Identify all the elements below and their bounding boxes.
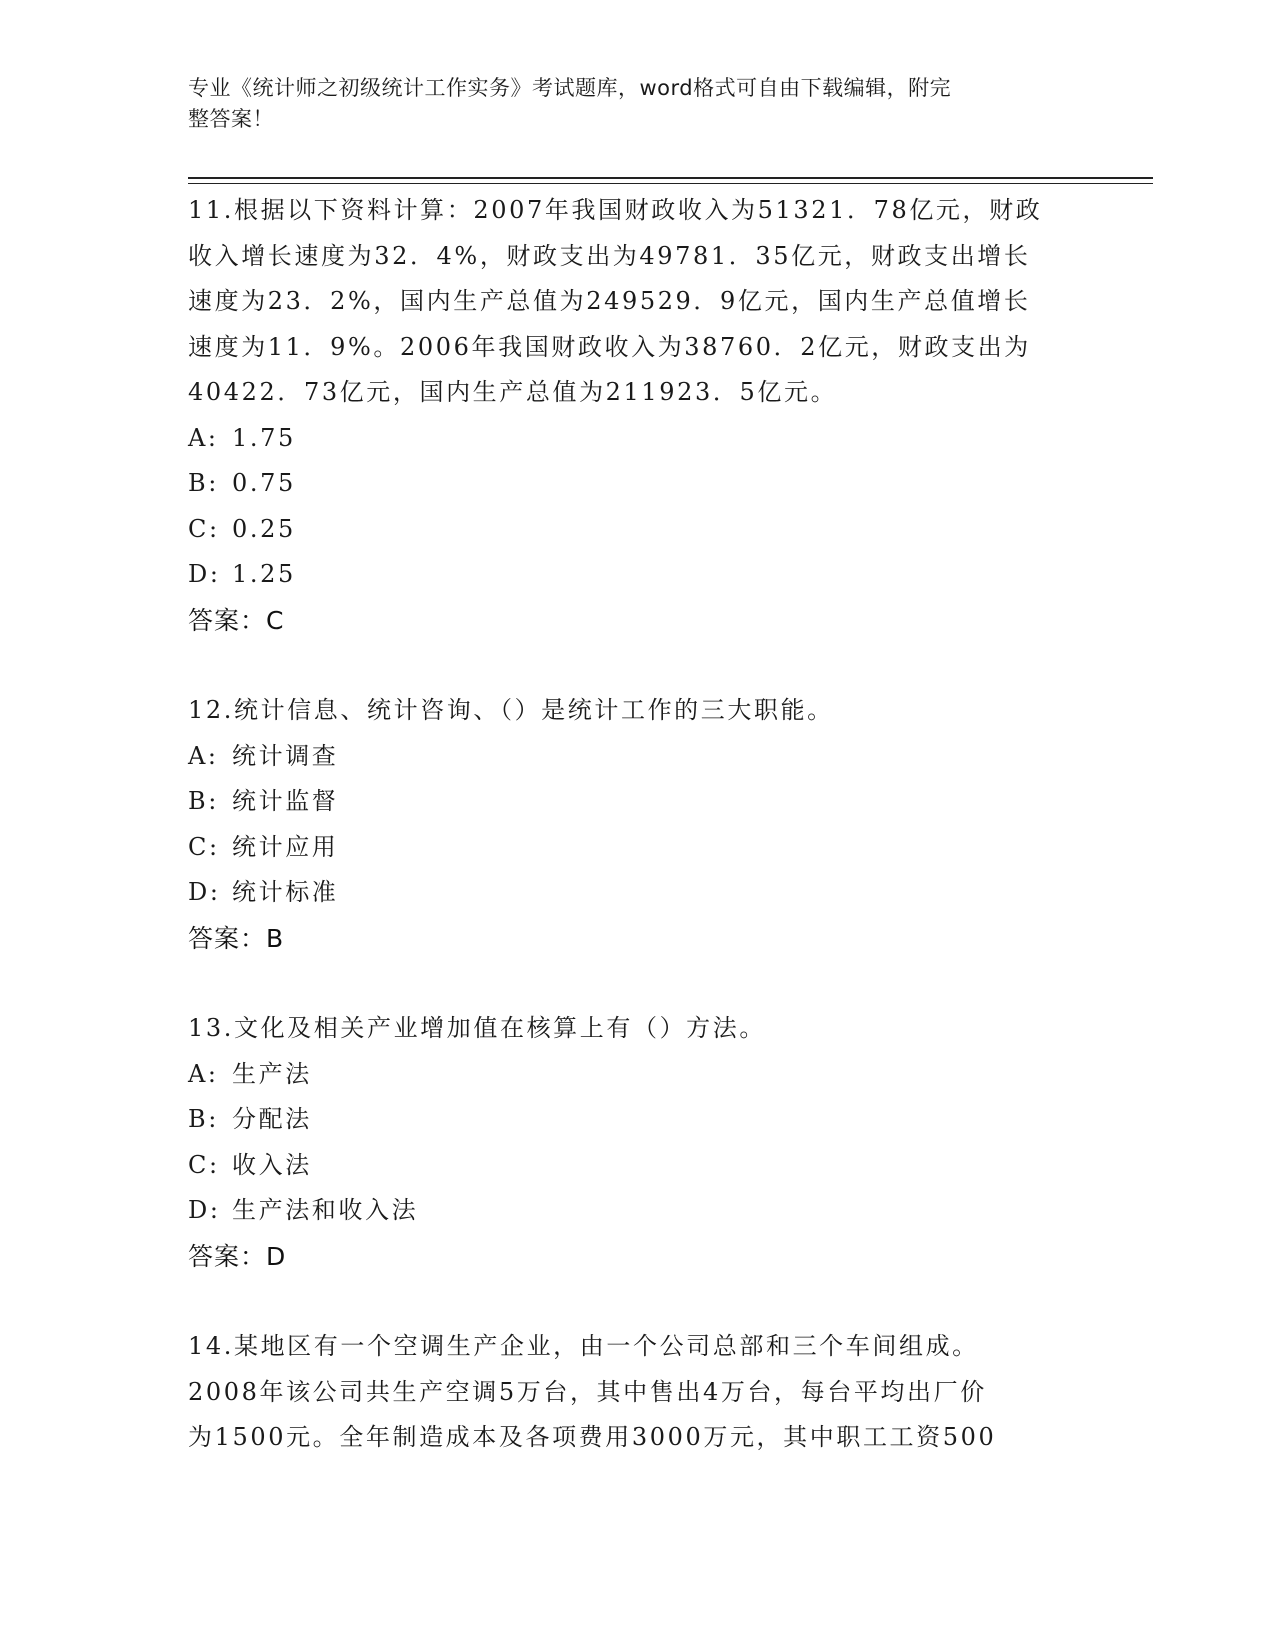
option-text: 统计监督 [232, 787, 339, 815]
option-text: 1.75 [232, 423, 296, 452]
stem-line: 收入增长速度为32．4%，财政支出为49781．35亿元，财政支出增长 [188, 241, 1031, 270]
document-header [188, 73, 1068, 135]
option-key: D: [188, 560, 221, 588]
option-text: 生产法和收入法 [232, 1196, 419, 1224]
option-d [188, 870, 1088, 916]
answer-line: 答案：B [188, 923, 285, 953]
option-text: 0.25 [232, 514, 296, 543]
option-text: 统计调查 [232, 741, 339, 770]
stem-line: 2008年该公司共生产空调5万台，其中售出4万台，每台平均出厂价 [188, 1377, 987, 1406]
question-stem [188, 688, 1088, 734]
question-stem [188, 1006, 1088, 1052]
option-a [188, 734, 1088, 780]
option-key: B: [188, 469, 219, 497]
option-b [188, 1097, 1088, 1143]
header-divider-thin [188, 183, 1153, 184]
option-key: C: [188, 832, 220, 861]
option-key: D: [188, 878, 221, 906]
stem-line: 速度为11．9%。2006年我国财政收入为38760．2亿元，财政支出为 [188, 332, 1031, 361]
stem-line: 40422．73亿元，国内生产总值为211923．5亿元。 [188, 378, 838, 406]
question-stem [188, 188, 1088, 416]
stem-line: 13.文化及相关产业增加值在核算上有（）方法。 [188, 1014, 766, 1042]
header-line-1: 专业《统计师之初级统计工作实务》考试题库，word格式可自由下载编辑，附完 [188, 76, 952, 100]
question-list [188, 188, 1088, 1461]
stem-line: 11.根据以下资料计算：2007年我国财政收入为51321．78亿元，财政 [188, 196, 1043, 224]
stem-line: 12.统计信息、统计咨询、（）是统计工作的三大职能。 [188, 696, 834, 724]
option-b [188, 779, 1088, 825]
option-key: A: [188, 741, 219, 770]
option-a [188, 416, 1088, 462]
option-text: 生产法 [232, 1059, 312, 1088]
question-stem [188, 1324, 1088, 1461]
question-14 [188, 1324, 1088, 1461]
header-divider-thick [188, 177, 1153, 179]
option-c [188, 825, 1088, 871]
option-key: C: [188, 514, 220, 543]
option-key: A: [188, 423, 219, 452]
stem-line: 速度为23．2%，国内生产总值为249529．9亿元，国内生产总值增长 [188, 287, 1031, 315]
option-c [188, 507, 1088, 553]
option-key: C: [188, 1150, 220, 1179]
option-a [188, 1052, 1088, 1098]
option-text: 统计标准 [232, 878, 339, 906]
option-text: 1.25 [232, 560, 296, 588]
answer-line: 答案：D [188, 1241, 287, 1271]
question-11 [188, 188, 1088, 643]
question-13 [188, 1006, 1088, 1279]
option-key: B: [188, 787, 219, 815]
answer-line: 答案：C [188, 605, 285, 635]
option-text: 收入法 [232, 1150, 312, 1179]
option-text: 0.75 [232, 469, 296, 497]
option-text: 分配法 [232, 1105, 312, 1133]
option-b [188, 461, 1088, 507]
option-text: 统计应用 [232, 832, 339, 861]
stem-line: 为1500元。全年制造成本及各项费用3000万元，其中职工工资500 [188, 1423, 997, 1451]
option-key: B: [188, 1105, 219, 1133]
option-key: A: [188, 1059, 219, 1088]
option-d [188, 1188, 1088, 1234]
header-line-2: 整答案！ [188, 107, 274, 131]
question-12 [188, 688, 1088, 961]
option-d [188, 552, 1088, 598]
stem-line: 14.某地区有一个空调生产企业，由一个公司总部和三个车间组成。 [188, 1332, 979, 1360]
option-key: D: [188, 1196, 221, 1224]
option-c [188, 1143, 1088, 1189]
